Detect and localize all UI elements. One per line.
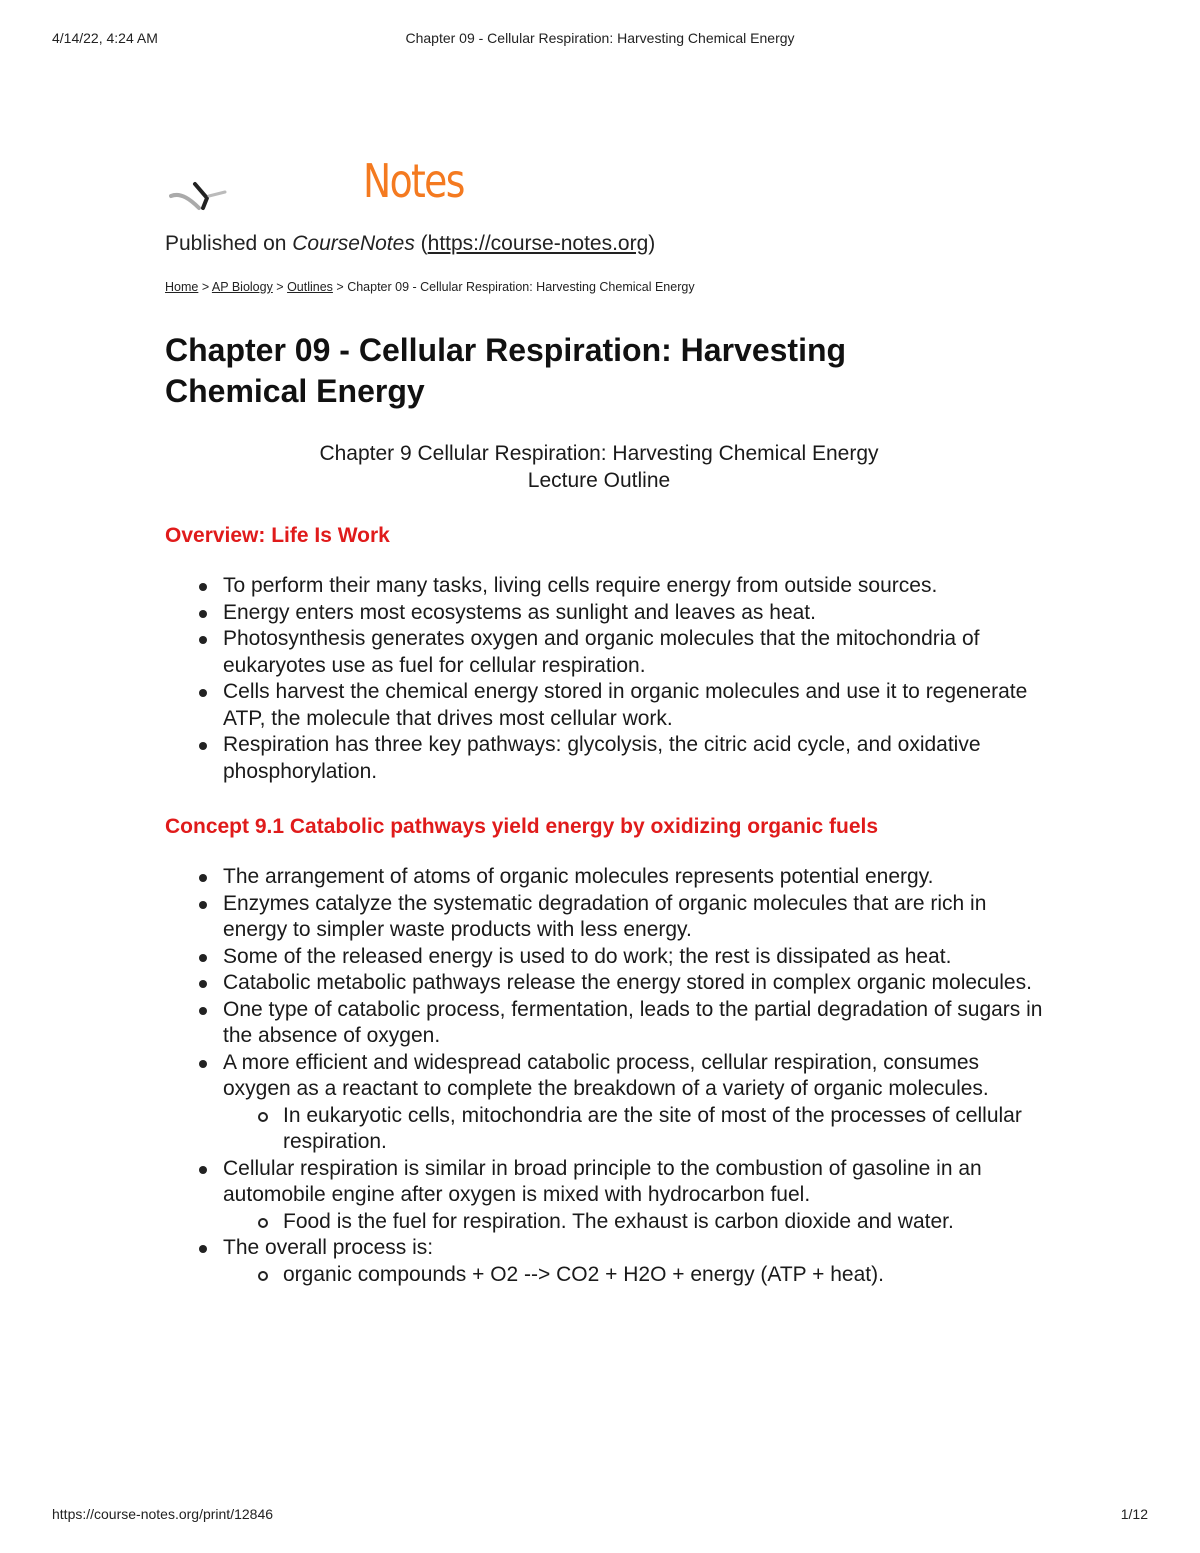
concept-9-1-list	[165, 864, 1045, 1288]
list-item: Energy enters most ecosystems as sunlight and leaves as heat.	[223, 600, 1045, 627]
list-item: Photosynthesis generates oxygen and organic molecules that the mitochondria of eukaryotes use as fuel for cellular respiration.	[223, 626, 1045, 679]
list-item	[223, 1050, 1045, 1156]
lecture-subtitle	[165, 440, 1033, 494]
page-title: Chapter 09 - Cellular Respiration: Harvesting Chemical Energy	[165, 332, 847, 409]
subtitle-line-2: Lecture Outline	[527, 469, 671, 492]
logo-text: Notes	[363, 154, 464, 208]
logo-swoosh-icon	[169, 178, 229, 217]
published-prefix: Published on	[165, 232, 293, 255]
list-item	[223, 1235, 1045, 1288]
published-url-link[interactable]: https://course-notes.org	[427, 232, 649, 255]
print-url: https://course-notes.org/print/12846	[52, 1506, 274, 1522]
breadcrumb-outlines-link[interactable]: Outlines	[287, 280, 333, 294]
section-heading-concept-9-1: Concept 9.1 Catabolic pathways yield energy by oxidizing organic fuels	[165, 815, 879, 838]
list-item: Respiration has three key pathways: glycolysis, the citric acid cycle, and oxidative phosphorylation.	[223, 732, 1045, 785]
published-site: CourseNotes	[292, 232, 415, 255]
list-item: One type of catabolic process, fermentation, leads to the partial degradation of sugars in the absence of oxygen.	[223, 997, 1045, 1050]
list-item: The arrangement of atoms of organic molecules represents potential energy.	[223, 864, 1045, 891]
list-item-text: Cellular respiration is similar in broad principle to the combustion of gasoline in an automobile engine after oxygen is mixed with hydrocarbon fuel.	[223, 1156, 982, 1206]
list-item: To perform their many tasks, living cells require energy from outside sources.	[223, 573, 1045, 600]
list-item-text: The overall process is:	[223, 1236, 434, 1259]
list-item: Catabolic metabolic pathways release the energy stored in complex organic molecules.	[223, 970, 1045, 997]
subtitle-line-1: Chapter 9 Cellular Respiration: Harvesting Chemical Energy	[319, 442, 879, 465]
section-heading-overview: Overview: Life Is Work	[165, 524, 390, 547]
site-logo[interactable]	[165, 150, 1045, 224]
print-datetime: 4/14/22, 4:24 AM	[52, 30, 158, 46]
published-close: )	[648, 232, 656, 255]
breadcrumb-separator: >	[198, 280, 212, 294]
page-number: 1/12	[1120, 1506, 1148, 1522]
published-open: (	[414, 232, 428, 255]
breadcrumb-current: Chapter 09 - Cellular Respiration: Harvesting Chemical Energy	[347, 280, 695, 294]
print-title: Chapter 09 - Cellular Respiration: Harvesting Chemical Energy	[405, 30, 795, 46]
list-item-text: A more efficient and widespread catabolic process, cellular respiration, consumes oxygen as a reactant to complete the breakdown of a variety of organic molecules.	[223, 1050, 989, 1100]
breadcrumb-separator: >	[332, 280, 348, 294]
published-line	[165, 232, 1045, 256]
list-item: Cells harvest the chemical energy stored in organic molecules and use it to regenerate ATP, the molecule that drives most cellular work.	[223, 679, 1045, 732]
breadcrumb	[165, 280, 1045, 294]
list-item	[223, 1156, 1045, 1236]
sub-list-item: In eukaryotic cells, mitochondria are the site of most of the processes of cellular respiration.	[283, 1103, 1045, 1156]
overview-list	[165, 573, 1045, 785]
breadcrumb-home-link[interactable]: Home	[165, 280, 199, 294]
breadcrumb-separator: >	[272, 280, 288, 294]
list-item: Enzymes catalyze the systematic degradation of organic molecules that are rich in energy to simpler waste products with less energy.	[223, 891, 1045, 944]
page-content	[165, 150, 1045, 1288]
sub-list	[223, 1209, 1045, 1236]
list-item: Some of the released energy is used to do work; the rest is dissipated as heat.	[223, 944, 1045, 971]
sub-list	[223, 1103, 1045, 1156]
breadcrumb-ap-biology-link[interactable]: AP Biology	[211, 280, 273, 294]
sub-list-item: organic compounds + O2 --> CO2 + H2O + energy (ATP + heat).	[283, 1262, 1045, 1289]
sub-list	[223, 1262, 1045, 1289]
sub-list-item: Food is the fuel for respiration. The exhaust is carbon dioxide and water.	[283, 1209, 1045, 1236]
